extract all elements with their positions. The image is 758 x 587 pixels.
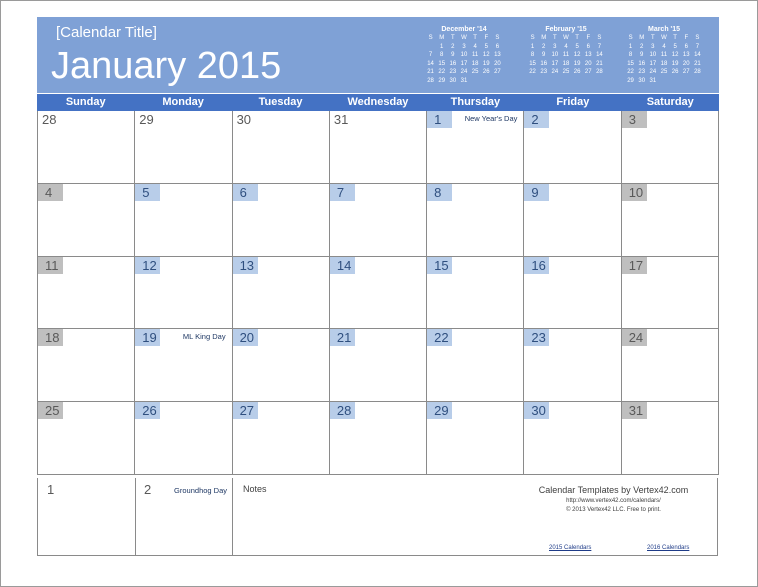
mini-dow-label: T: [473, 35, 477, 41]
mini-dow-label: T: [575, 35, 579, 41]
mini-day: 9: [542, 52, 546, 58]
day-number: 22: [427, 329, 452, 346]
day-number: 27: [233, 402, 258, 419]
mini-day: 6: [495, 43, 500, 50]
day-cell[interactable]: [524, 402, 621, 475]
day-cell[interactable]: [427, 111, 524, 184]
mini-day: 13: [584, 52, 592, 58]
mini-day: 15: [627, 60, 634, 67]
mini-calendar-march: [625, 25, 703, 85]
mini-day: 16: [449, 60, 457, 67]
mini-day: 29: [627, 77, 634, 84]
day-cell[interactable]: [38, 257, 135, 330]
mini-calendar-title: March '15: [647, 26, 680, 33]
calendar-title[interactable]: [Calendar Title]: [56, 24, 157, 41]
mini-day: 13: [682, 52, 690, 58]
day-number: 1: [47, 482, 55, 497]
mini-day: [425, 43, 436, 52]
day-number: 3: [622, 111, 647, 128]
day-cell[interactable]: [38, 111, 135, 184]
day-number: 26: [135, 402, 160, 419]
mini-calendar-grid: [425, 34, 503, 85]
day-number: 29: [139, 112, 154, 127]
mini-day: 11: [472, 52, 479, 58]
mini-day: 1: [530, 43, 535, 50]
day-number: 23: [524, 329, 549, 346]
mini-day: 18: [562, 60, 570, 67]
day-cell[interactable]: [524, 257, 621, 330]
mini-dow-label: W: [661, 35, 667, 41]
mini-day: 27: [584, 69, 592, 75]
dow-sunday: Sunday: [65, 96, 106, 108]
week-row: [38, 111, 719, 184]
day-cell[interactable]: [524, 184, 621, 257]
day-number: 30: [236, 112, 252, 127]
mini-day: 17: [649, 60, 657, 67]
credit-url[interactable]: http://www.vertex42.com/calendars/: [566, 498, 661, 504]
day-cell[interactable]: [427, 184, 524, 257]
mini-dow-label: M: [541, 35, 547, 41]
mini-day: 9: [640, 52, 644, 58]
mini-dow-label: T: [673, 35, 677, 41]
day-cell[interactable]: [427, 402, 524, 475]
mini-day: 20: [682, 60, 690, 67]
mini-day: 14: [596, 52, 603, 58]
mini-dow-label: T: [651, 35, 655, 41]
mini-dow-label: S: [597, 35, 602, 41]
mini-day: 24: [649, 69, 657, 75]
mini-calendar-december: [425, 25, 503, 85]
mini-day: 4: [473, 43, 477, 50]
day-cell[interactable]: [524, 329, 621, 402]
day-cell[interactable]: [330, 184, 427, 257]
month-grid: [37, 111, 719, 475]
mini-day: 26: [671, 69, 679, 75]
mini-dow-label: W: [563, 35, 569, 41]
day-cell[interactable]: [38, 478, 136, 555]
mini-day: 31: [649, 77, 657, 84]
mini-day: 4: [564, 43, 568, 50]
day-cell[interactable]: [622, 184, 719, 257]
day-cell[interactable]: [135, 184, 232, 257]
mini-day: 13: [494, 52, 501, 58]
day-number: 18: [38, 329, 63, 346]
mini-dow-label: S: [628, 35, 633, 41]
day-number: 5: [135, 184, 160, 201]
day-cell[interactable]: [233, 257, 330, 330]
mini-calendar-title: February '15: [545, 26, 587, 33]
day-number: 31: [622, 402, 647, 419]
mini-day: 19: [573, 60, 581, 67]
month-title: January 2015: [51, 45, 282, 87]
mini-day: 6: [586, 43, 590, 50]
day-number: 2: [524, 111, 549, 128]
dow-tuesday: Tuesday: [258, 96, 303, 108]
day-number: 21: [330, 329, 355, 346]
mini-day: 16: [540, 60, 548, 67]
mini-dow-label: M: [639, 35, 645, 41]
mini-day: 23: [540, 69, 548, 75]
mini-calendar-title: December '14: [441, 26, 487, 33]
day-cell[interactable]: [524, 111, 621, 184]
mini-day: 8: [440, 52, 444, 58]
dow-saturday: Saturday: [646, 96, 694, 108]
mini-calendar-february: [527, 25, 605, 77]
day-number: 15: [427, 257, 452, 274]
mini-day: 23: [449, 69, 457, 75]
mini-day: 3: [553, 43, 557, 50]
mini-day: 12: [482, 52, 490, 58]
mini-day: 19: [482, 60, 490, 67]
mini-day: 27: [494, 69, 501, 75]
day-of-week-header: [37, 94, 719, 111]
mini-dow-label: M: [439, 35, 445, 41]
mini-day: [692, 77, 703, 86]
mini-day: 21: [694, 60, 701, 67]
event-label: New Year's Day: [464, 114, 518, 123]
mini-day: 3: [651, 43, 655, 50]
mini-day: 7: [428, 52, 433, 58]
day-number: 14: [330, 257, 355, 274]
day-cell[interactable]: [233, 402, 330, 475]
day-cell[interactable]: [330, 402, 427, 475]
mini-day: 30: [449, 77, 457, 84]
mini-day: 18: [660, 60, 668, 67]
mini-dow-label: F: [586, 35, 591, 41]
notes-label: Notes: [243, 484, 267, 494]
mini-day: [492, 77, 503, 86]
day-number: 24: [622, 329, 647, 346]
mini-day: 26: [573, 69, 581, 75]
mini-dow-label: S: [428, 35, 433, 41]
mini-day: 2: [542, 43, 546, 50]
mini-day: 1: [440, 43, 444, 50]
mini-day: 10: [551, 52, 559, 58]
day-number: 6: [233, 184, 258, 201]
mini-calendar-grid: [625, 34, 703, 85]
mini-day: 31: [460, 77, 468, 84]
mini-dow-label: S: [495, 35, 500, 41]
mini-day: 3: [462, 43, 466, 50]
mini-day: 20: [584, 60, 592, 67]
mini-day: 16: [638, 60, 646, 67]
mini-day: 23: [638, 69, 646, 75]
mini-day: 14: [427, 60, 434, 67]
mini-day: 1: [628, 43, 633, 50]
day-cell[interactable]: [330, 111, 427, 184]
mini-day: 6: [684, 43, 688, 50]
week-row: [38, 184, 719, 257]
day-cell[interactable]: [427, 257, 524, 330]
mini-day: 29: [438, 77, 446, 84]
mini-day: 24: [460, 69, 468, 75]
mini-day: 21: [427, 69, 434, 75]
mini-day: 5: [575, 43, 579, 50]
day-cell[interactable]: [38, 329, 135, 402]
day-number: 1: [427, 111, 452, 128]
mini-day: 19: [671, 60, 679, 67]
mini-day: 28: [427, 77, 434, 84]
day-cell[interactable]: [38, 402, 135, 475]
mini-day: 25: [471, 69, 479, 75]
credit-block: [526, 485, 701, 513]
mini-day: 25: [660, 69, 668, 75]
day-number: 25: [38, 402, 63, 419]
mini-day: 25: [562, 69, 570, 75]
mini-day: 5: [673, 43, 677, 50]
day-number: 31: [333, 112, 349, 127]
mini-day: 17: [460, 60, 468, 67]
mini-dow-label: S: [695, 35, 700, 41]
mini-day: [681, 77, 692, 86]
mini-day: 15: [529, 60, 536, 67]
mini-dow-label: T: [451, 35, 455, 41]
day-cell[interactable]: [622, 329, 719, 402]
day-cell[interactable]: [135, 329, 232, 402]
link-2015-calendars[interactable]: 2015 Calendars: [549, 545, 592, 551]
dow-wednesday: Wednesday: [347, 96, 409, 108]
mini-day: 18: [471, 60, 479, 67]
day-cell[interactable]: [135, 111, 232, 184]
mini-day: 11: [660, 52, 668, 58]
mini-dow-label: F: [484, 35, 489, 41]
mini-day: 11: [562, 52, 570, 58]
mini-dow-label: S: [530, 35, 535, 41]
mini-day: 7: [597, 43, 602, 50]
day-cell[interactable]: [135, 257, 232, 330]
day-cell[interactable]: [135, 402, 232, 475]
dow-thursday: Thursday: [450, 96, 501, 108]
mini-calendar-grid: [527, 34, 605, 77]
mini-day: 28: [596, 69, 603, 75]
mini-day: 10: [649, 52, 657, 58]
mini-day: 7: [695, 43, 700, 50]
day-cell[interactable]: [135, 478, 233, 555]
mini-day: 22: [438, 69, 446, 75]
day-cell[interactable]: [233, 329, 330, 402]
mini-day: 28: [694, 69, 701, 75]
day-number: 10: [622, 184, 647, 201]
day-number: 12: [135, 257, 160, 274]
day-cell[interactable]: [330, 329, 427, 402]
mini-day: 5: [484, 43, 488, 50]
mini-day: 30: [638, 77, 646, 84]
day-cell[interactable]: [233, 111, 330, 184]
mini-day: 22: [627, 69, 634, 75]
day-number: 8: [427, 184, 452, 201]
event-label: ML King Day: [182, 332, 226, 342]
mini-day: 21: [596, 60, 603, 67]
day-cell[interactable]: [622, 111, 719, 184]
mini-day: 12: [671, 52, 679, 58]
mini-day: 26: [482, 69, 490, 75]
day-cell[interactable]: [38, 184, 135, 257]
mini-day: [670, 77, 681, 86]
day-number: 20: [233, 329, 258, 346]
mini-day: 8: [530, 52, 535, 58]
link-2016-calendars[interactable]: 2016 Calendars: [647, 545, 690, 551]
mini-day: 2: [451, 43, 455, 50]
week-row: [38, 402, 719, 475]
mini-day: 14: [694, 52, 701, 58]
mini-dow-label: T: [553, 35, 557, 41]
week-row: [38, 257, 719, 330]
day-cell[interactable]: [330, 257, 427, 330]
day-cell[interactable]: [427, 329, 524, 402]
week-row: [38, 329, 719, 402]
mini-day: 22: [529, 69, 536, 75]
mini-day: 9: [451, 52, 455, 58]
day-cell[interactable]: [622, 257, 719, 330]
calendar-header: [37, 17, 719, 93]
mini-day: 17: [551, 60, 559, 67]
day-number: 9: [524, 184, 549, 201]
mini-day: 4: [662, 43, 666, 50]
dow-monday: Monday: [162, 96, 204, 108]
day-number: 7: [330, 184, 355, 201]
day-number: 16: [524, 257, 549, 274]
day-cell[interactable]: [622, 402, 719, 475]
event-label: Groundhog Day: [174, 486, 227, 495]
mini-day: [470, 77, 481, 86]
day-number: 4: [38, 184, 63, 201]
bottom-row: [37, 478, 718, 556]
mini-day: 12: [573, 52, 581, 58]
mini-day: 8: [628, 52, 633, 58]
day-number: 29: [427, 402, 452, 419]
day-number: 28: [330, 402, 355, 419]
dow-friday: Friday: [556, 96, 590, 108]
mini-day: [658, 77, 669, 86]
mini-dow-label: W: [461, 35, 467, 41]
day-number: 11: [38, 257, 63, 274]
day-number: 2: [144, 482, 152, 497]
credit-title: Calendar Templates by Vertex42.com: [538, 485, 689, 495]
mini-dow-label: F: [684, 35, 689, 41]
mini-day: 20: [494, 60, 501, 67]
day-number: 13: [233, 257, 258, 274]
day-cell[interactable]: [233, 184, 330, 257]
mini-day: 27: [682, 69, 690, 75]
credit-copyright: © 2013 Vertex42 LLC. Free to print.: [566, 507, 661, 513]
mini-day: 24: [551, 69, 559, 75]
mini-day: 2: [640, 43, 644, 50]
day-number: 17: [622, 257, 647, 274]
day-number: 28: [42, 112, 57, 127]
day-number: 30: [524, 402, 549, 419]
day-number: 19: [135, 329, 160, 346]
mini-day: [481, 77, 492, 86]
mini-day: 10: [460, 52, 468, 58]
mini-day: 15: [438, 60, 446, 67]
